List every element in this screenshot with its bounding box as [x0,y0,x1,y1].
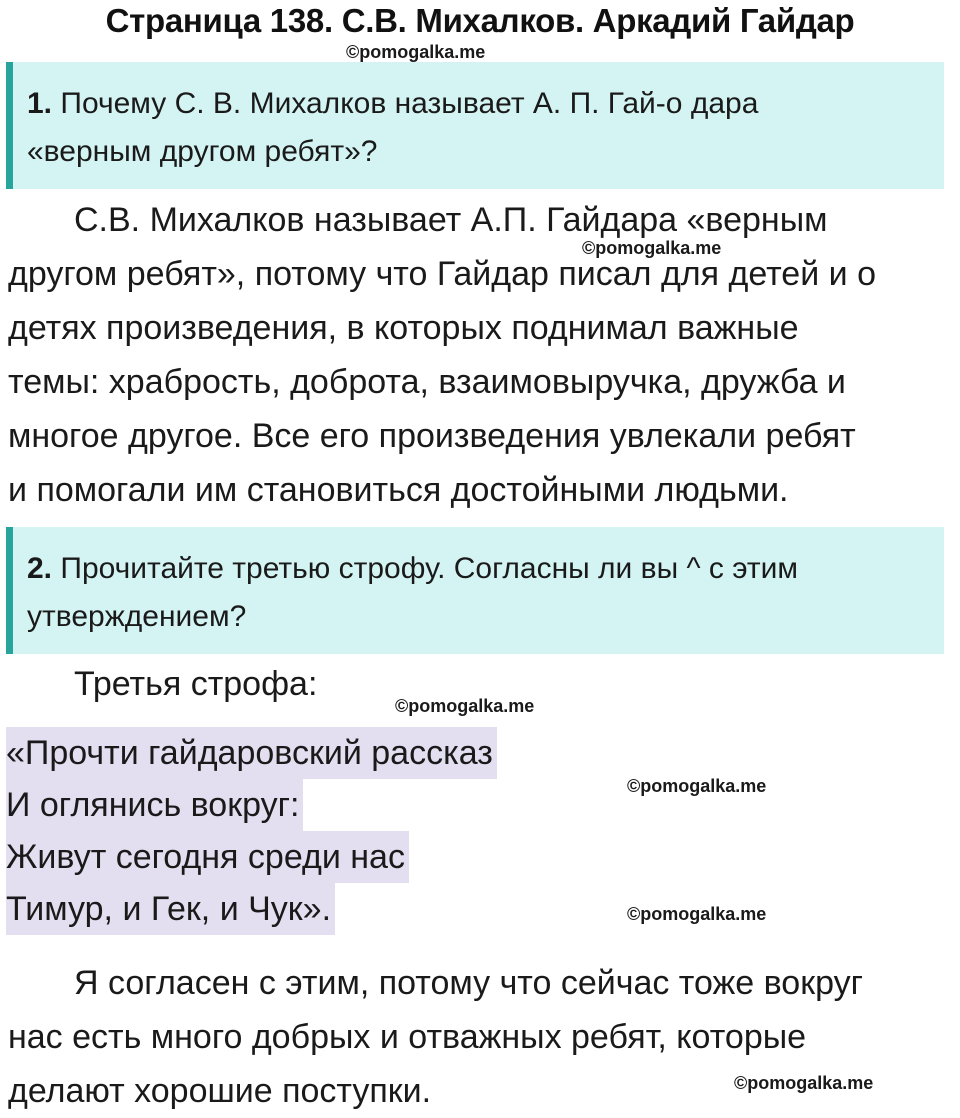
watermark: ©pomogalka.me [627,776,767,796]
answer-1-line: многое другое. Все его произведения увлекали ребят [8,417,856,455]
question-2-number: 2. [27,552,53,585]
question-1-text-line1: Почему С. В. Михалков называет А. П. Гай-о дара [60,87,759,120]
answer-1-paragraph [8,193,953,517]
watermark: ©pomogalka.me [346,42,486,62]
watermark: ©pomogalka.me [395,696,535,716]
answer-2-line: нас есть много добрых и отважных ребят, которые [8,1018,807,1056]
page-title: Страница 138. С.В. Михалков. Аркадий Гайдар [105,2,855,39]
poem-block [6,727,497,935]
answer-1-line: С.В. Михалков называет А.П. Гайдара «верным [74,201,828,239]
poem-line: Тимур, и Гек, и Чук». [6,883,335,935]
answer-2-line: Я согласен с этим, потому что сейчас тоже вокруг [74,964,864,1002]
question-2-box [6,527,944,654]
question-2-text-line2: утверждением? [27,600,247,633]
watermark: ©pomogalka.me [627,904,767,924]
question-2-text-line1: Прочитайте третью строфу. Согласны ли вы ^ с этим [60,552,798,585]
poem-line: «Прочти гайдаровский рассказ [6,727,497,779]
watermark: ©pomogalka.me [582,238,722,258]
answer-2-line: делают хорошие поступки. [8,1072,432,1110]
poem-line: Живут сегодня среди нас [6,831,409,883]
answer-1-line: и помогали им становиться достойными людьми. [8,471,789,509]
watermark: ©pomogalka.me [734,1073,874,1093]
question-1-text-line2: «верным другом ребят»? [27,135,378,168]
stanza-heading: Третья строфа: [74,665,318,703]
answer-1-line: детях произведения, в которых поднимал важные [8,309,799,347]
poem-line: И оглянись вокруг: [6,779,303,831]
answer-1-line: другом ребят», потому что Гайдар писал для детей и о [8,255,876,293]
question-1-box [6,62,944,189]
answer-1-line: темы: храбрость, доброта, взаимовыручка, дружба и [8,363,846,401]
question-1-number: 1. [27,87,53,120]
